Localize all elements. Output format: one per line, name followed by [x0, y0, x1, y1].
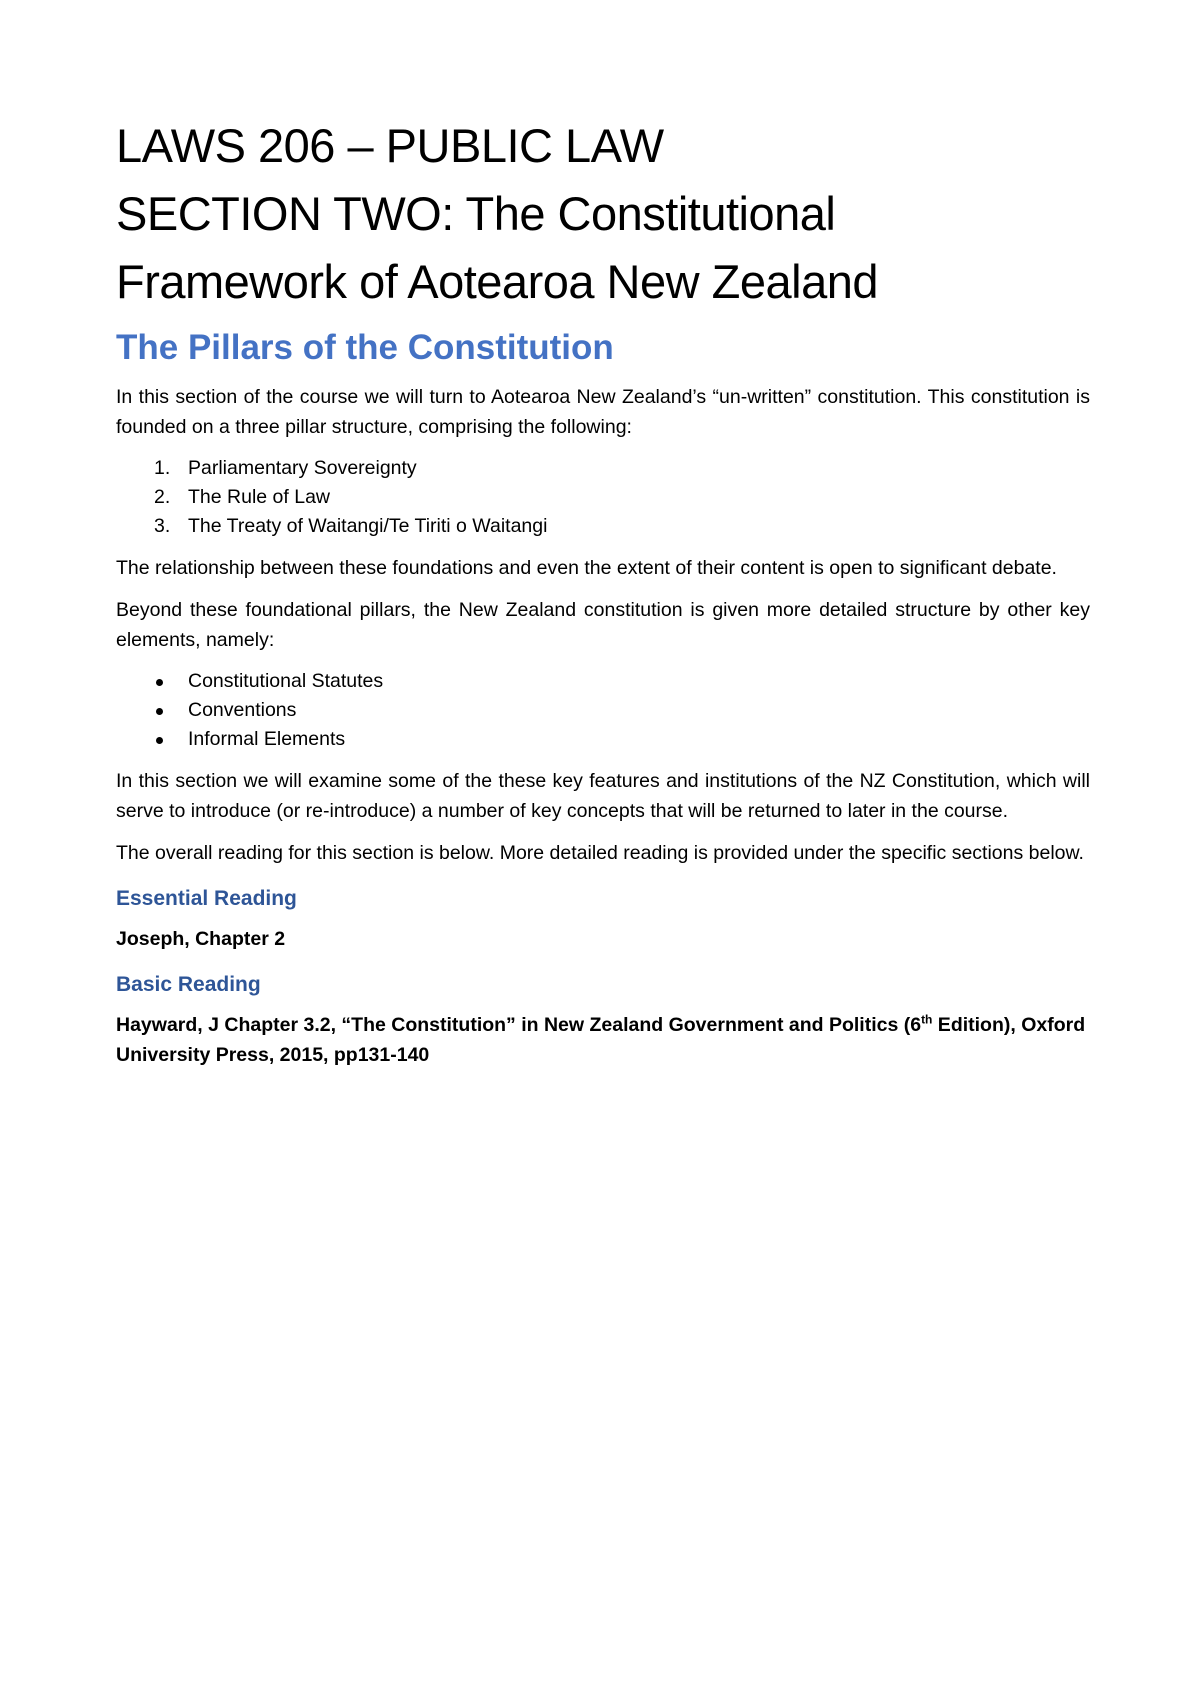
section-heading: The Pillars of the Constitution: [116, 328, 614, 367]
title-line-3: Framework of Aotearoa New Zealand: [116, 255, 878, 308]
list-number: 3.: [154, 515, 171, 537]
list-item-text: The Treaty of Waitangi/Te Tiriti o Waitangi: [188, 515, 548, 537]
basic-reading-text-end: Edition), Oxford University Press, 2015, pp131-140: [116, 1014, 1086, 1066]
list-number: 2.: [154, 486, 171, 508]
basic-reading-text: [116, 1010, 1090, 1070]
list-item: [116, 725, 1090, 754]
bullet-icon: [156, 737, 163, 744]
basic-reading-heading: Basic Reading: [116, 973, 261, 996]
list-item-text: Informal Elements: [188, 728, 346, 750]
relationship-paragraph: The relationship between these foundations and even the extent of their content is open to significant debate.: [116, 557, 1057, 579]
beyond-paragraph: Beyond these foundational pillars, the New Zealand constitution is given more detailed structure by other key elements, namely:: [116, 599, 1090, 651]
list-item: [116, 454, 1090, 483]
edition-superscript: th: [921, 1012, 933, 1027]
list-number: 1.: [154, 457, 171, 479]
essential-reading-heading: Essential Reading: [116, 887, 297, 910]
bullet-icon: [156, 708, 163, 715]
bullet-icon: [156, 679, 163, 686]
list-item: [116, 512, 1090, 541]
intro-paragraph: In this section of the course we will turn to Aotearoa New Zealand’s “un-written” constitution. This constitution is founded on a three pillar structure, comprising the following:: [116, 386, 1090, 438]
title-line-2: SECTION TWO: The Constitutional: [116, 187, 836, 240]
list-item-text: The Rule of Law: [188, 486, 330, 508]
list-item-text: Constitutional Statutes: [188, 670, 384, 692]
pillars-list: [116, 454, 1090, 541]
document-page: [116, 112, 1090, 1082]
list-item: [116, 667, 1090, 696]
examine-paragraph: In this section we will examine some of the these key features and institutions of the NZ Constitution, which will serve to introduce (or re-introduce) a number of key concepts that will be returned to later in the course.: [116, 770, 1090, 822]
title-line-1: LAWS 206 – PUBLIC LAW: [116, 119, 664, 172]
list-item-text: Conventions: [188, 699, 297, 721]
list-item: [116, 696, 1090, 725]
list-item-text: Parliamentary Sovereignty: [188, 457, 417, 479]
document-title: [116, 112, 1090, 316]
elements-list: [116, 667, 1090, 754]
list-item: [116, 483, 1090, 512]
overall-paragraph: The overall reading for this section is below. More detailed reading is provided under the specific sections below.: [116, 842, 1084, 864]
basic-reading-text-main: Hayward, J Chapter 3.2, “The Constitution” in New Zealand Government and Politics (6: [116, 1014, 922, 1036]
essential-reading-text: Joseph, Chapter 2: [116, 928, 286, 950]
